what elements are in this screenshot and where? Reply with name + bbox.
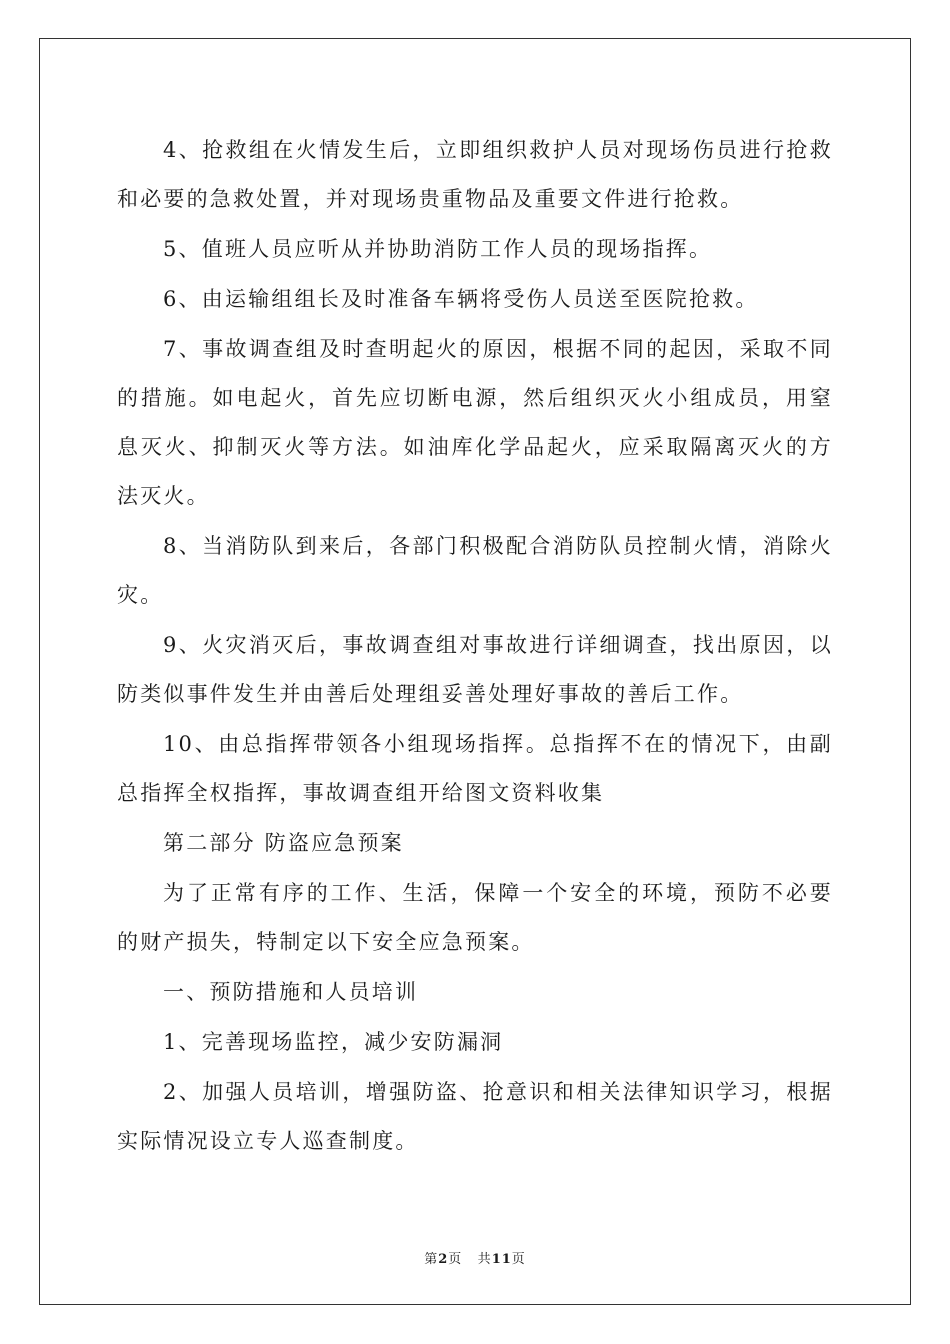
measure-item-1: 1、完善现场监控，减少安防漏洞: [163, 1030, 504, 1054]
paragraph-item-8: 8、当消防队到来后，各部门积极配合消防队员控制火情，消除火灾。: [117, 534, 833, 607]
footer-total-suffix: 页: [511, 1252, 526, 1267]
page-footer: [0, 1248, 950, 1267]
subsection-heading: 一、预防措施和人员培训: [163, 980, 419, 1004]
measure-item-2: 2、加强人员培训，增强防盗、抢意识和相关法律知识学习，根据实际情况设立专人巡查制度。: [117, 1080, 833, 1153]
footer-total-prefix: 共: [477, 1252, 492, 1267]
paragraph-item-6: 6、由运输组组长及时准备车辆将受伤人员送至医院抢救。: [163, 287, 759, 311]
paragraph-item-10: 10、由总指挥带领各小组现场指挥。总指挥不在的情况下，由副总指挥全权指挥，事故调查组开给图文资料收集: [117, 732, 833, 805]
document-body: [117, 126, 833, 1167]
paragraph-item-9: 9、火灾消灭后，事故调查组对事故进行详细调查，找出原因，以防类似事件发生并由善后处理组妥善处理好事故的善后工作。: [117, 633, 833, 706]
footer-page-prefix: 第: [424, 1252, 439, 1267]
paragraph-item-4: 4、抢救组在火情发生后，立即组织救护人员对现场伤员进行抢救和必要的急救处置，并对现场贵重物品及重要文件进行抢救。: [117, 138, 833, 211]
paragraph-item-5: 5、值班人员应听从并协助消防工作人员的现场指挥。: [163, 237, 713, 261]
paragraph-item-7: 7、事故调查组及时查明起火的原因，根据不同的起因，采取不同的措施。如电起火，首先应切断电源，然后组织灭火小组成员，用窒息灭火、抑制灭火等方法。如油库化学品起火，应采取隔离灭火的方法灭火。: [117, 337, 833, 508]
footer-total-pages: 11: [491, 1252, 512, 1267]
section-heading: 第二部分 防盗应急预案: [163, 831, 404, 855]
footer-page-suffix: 页: [448, 1252, 463, 1267]
section-intro: 为了正常有序的工作、生活，保障一个安全的环境，预防不必要的财产损失，特制定以下安全应急预案。: [117, 881, 833, 954]
footer-page-number: 2: [438, 1252, 449, 1267]
